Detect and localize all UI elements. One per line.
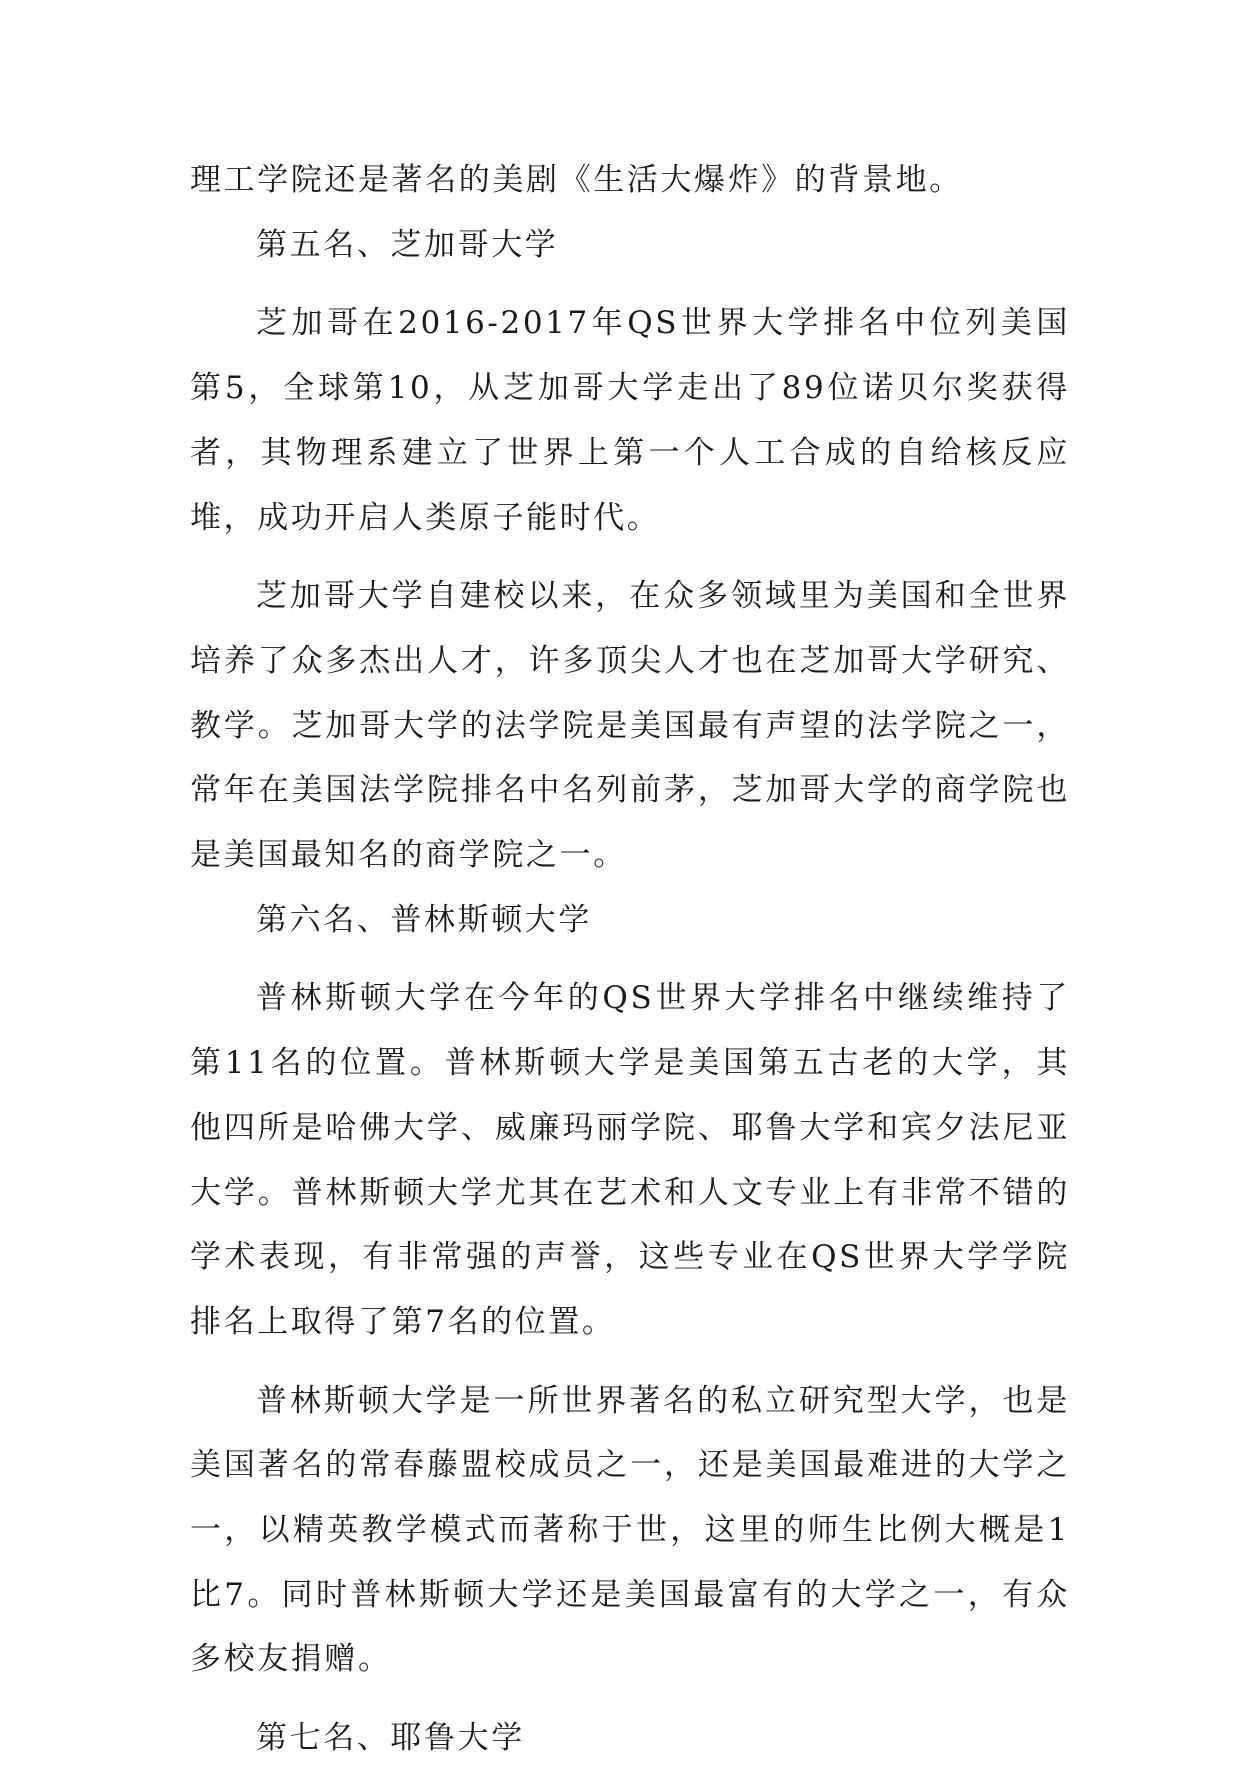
heading-seventh-place: 第七名、耶鲁大学 <box>256 1720 525 1757</box>
paragraph-princeton-profile: 普林斯顿大学是一所世界著名的私立研究型大学，也是美国著名的常春藤盟校成员之一，还是美国最难进的大学之一，以精英教学模式而著称于世，这里的师生比例大概是1比7。同时普林斯顿大学还是美国最富有的大学之一，有众多校友捐赠。 <box>190 1382 1070 1678</box>
document-body <box>190 148 1070 1771</box>
paragraph-continuation: 理工学院还是著名的美剧《生活大爆炸》的背景地。 <box>190 162 963 198</box>
paragraph-chicago-ranking: 芝加哥在2016-2017年QS世界大学排名中位列美国第5，全球第10，从芝加哥大学走出了89位诺贝尔奖获得者，其物理系建立了世界上第一个人工合成的自给核反应堆，成功开启人类原子能时代。 <box>190 305 1070 536</box>
heading-fifth-place: 第五名、芝加哥大学 <box>256 226 559 263</box>
paragraph-princeton-ranking: 普林斯顿大学在今年的QS世界大学排名中继续维持了第11名的位置。普林斯顿大学是美国第五古老的大学，其他四所是哈佛大学、威廉玛丽学院、耶鲁大学和宾夕法尼亚大学。普林斯顿大学尤其在艺术和人文专业上有非常不错的学术表现，有非常强的声誉，这些专业在QS世界大学学院排名上取得了第7名的位置。 <box>190 980 1070 1340</box>
paragraph-chicago-history: 芝加哥大学自建校以来，在众多领域里为美国和全世界培养了众多杰出人才，许多顶尖人才也在芝加哥大学研究、教学。芝加哥大学的法学院是美国最有声望的法学院之一，常年在美国法学院排名中名列前茅，芝加哥大学的商学院也是美国最知名的商学院之一。 <box>190 578 1070 874</box>
heading-sixth-place: 第六名、普林斯顿大学 <box>256 901 592 938</box>
